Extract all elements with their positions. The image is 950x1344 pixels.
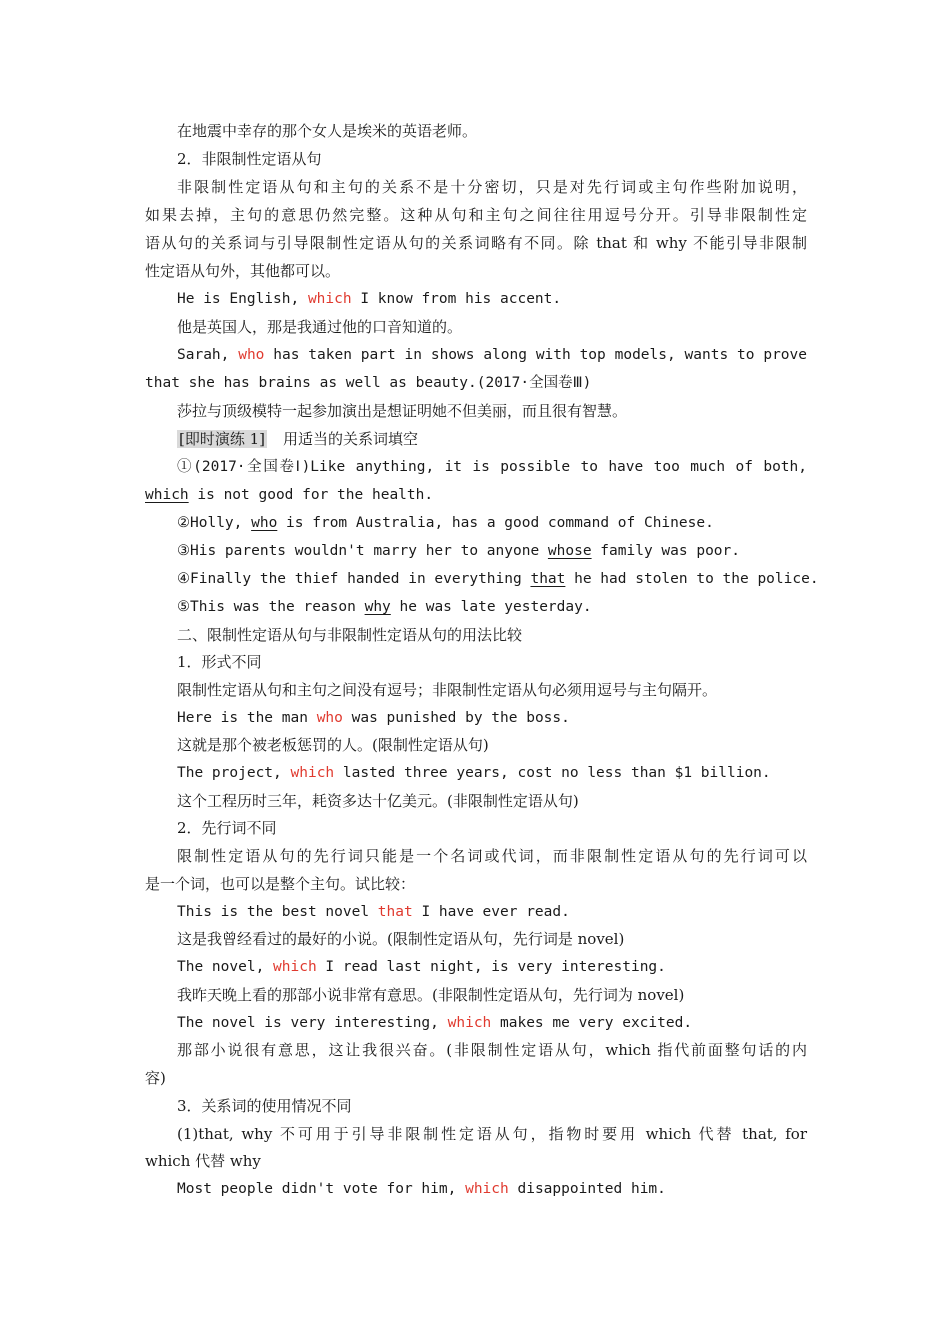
- part-heading: 二、限制性定语从句与非限制性定语从句的用法比较: [177, 626, 523, 644]
- drill-item: ⑤This was the reason why he was late yesterday.: [177, 599, 592, 615]
- example-sentence: The novel, which I read last night, is very interesting.: [177, 959, 666, 975]
- drill-item: ①(2017·全国卷Ⅰ)Like anything, it is possible to have too much of both,: [177, 459, 807, 475]
- example-sentence: Here is the man who was punished by the boss.: [177, 710, 570, 726]
- example-translation-continued: 容): [145, 1069, 166, 1087]
- relative-word: which: [273, 959, 317, 975]
- example-sentence: The project, which lasted three years, cost no less than $1 billion.: [177, 765, 771, 781]
- relative-word: who: [316, 710, 343, 726]
- example-translation: 这个工程历时三年，耗资多达十亿美元。(非限制性定语从句): [177, 792, 579, 810]
- subsection-heading: 3．关系词的使用情况不同: [177, 1097, 352, 1115]
- drill-answer: why: [364, 599, 391, 615]
- relative-word: which: [465, 1181, 509, 1197]
- example-sentence: He is English, which I know from his accent.: [177, 291, 562, 307]
- paragraph-line: 限制性定语从句和主句之间没有逗号；非限制性定语从句必须用逗号与主句隔开。: [177, 681, 718, 699]
- drill-header: [177, 429, 807, 449]
- example-sentence: Sarah, who has taken part in shows along with top models, wants to prove: [177, 347, 807, 363]
- example-translation: 这是我曾经看过的最好的小说。(限制性定语从句，先行词是 novel): [177, 930, 625, 948]
- example-sentence: This is the best novel that I have ever read.: [177, 904, 570, 920]
- drill-instruction: 用适当的关系词填空: [283, 430, 419, 448]
- translation-line: 在地震中幸存的那个女人是埃米的英语老师。: [177, 122, 478, 140]
- relative-word: which: [307, 291, 352, 307]
- rule-line: which 代替 why: [145, 1152, 261, 1170]
- example-translation: 莎拉与顶级模特一起参加演出是想证明她不但美丽，而且很有智慧。: [177, 402, 628, 420]
- example-sentence: Most people didn't vote for him, which disappointed him.: [177, 1181, 666, 1197]
- example-sentence-continued: that she has brains as well as beauty.(2017·全国卷Ⅲ): [145, 375, 592, 391]
- drill-answer: who: [251, 515, 278, 531]
- drill-answer: that: [530, 571, 566, 587]
- drill-item-continued: which is not good for the health.: [145, 487, 434, 503]
- example-translation: 我昨天晚上看的那部小说非常有意思。(非限制性定语从句，先行词为 novel): [177, 986, 685, 1004]
- drill-tag: [即时演练 1]: [179, 430, 266, 448]
- relative-word: who: [238, 347, 265, 363]
- paragraph-line: 语从句的关系词与引导限制性定语从句的关系词略有不同。除 that 和 why 不能引导非限制: [145, 234, 807, 252]
- drill-answer: whose: [547, 543, 592, 559]
- drill-item: ④Finally the thief handed in everything that he had stolen to the police.: [177, 571, 819, 587]
- example-translation: 他是英国人，那是我通过他的口音知道的。: [177, 318, 463, 336]
- drill-item: ③His parents wouldn't marry her to anyone whose family was poor.: [177, 543, 740, 559]
- example-translation: 那部小说很有意思，这让我很兴奋。(非限制性定语从句，which 指代前面整句话的内: [177, 1041, 807, 1059]
- relative-word: that: [377, 904, 413, 920]
- relative-word: which: [447, 1015, 492, 1031]
- paragraph-line: 限制性定语从句的先行词只能是一个名词或代词，而非限制性定语从句的先行词可以: [177, 847, 807, 865]
- example-translation: 这就是那个被老板惩罚的人。(限制性定语从句): [177, 736, 489, 754]
- paragraph-line: 性定语从句外，其他都可以。: [145, 262, 341, 280]
- paragraph-line: 是一个词，也可以是整个主句。试比较：: [145, 875, 416, 893]
- example-sentence: The novel is very interesting, which makes me very excited.: [177, 1015, 693, 1031]
- paragraph-line: 如果去掉，主句的意思仍然完整。这种从句和主句之间往往用逗号分开。引导非限制性定: [145, 206, 807, 224]
- rule-line: (1)that, why 不可用于引导非限制性定语从句，指物时要用 which 代替 that, for: [177, 1125, 807, 1143]
- relative-word: which: [290, 765, 335, 781]
- subsection-heading: 1．形式不同: [177, 653, 262, 671]
- drill-answer: which: [145, 487, 189, 503]
- paragraph-line: 非限制性定语从句和主句的关系不是十分密切，只是对先行词或主句作些附加说明，: [177, 178, 807, 196]
- section-heading: 2．非限制性定语从句: [177, 150, 322, 168]
- subsection-heading: 2．先行词不同: [177, 819, 277, 837]
- drill-item: ②Holly, who is from Australia, has a good command of Chinese.: [177, 515, 714, 531]
